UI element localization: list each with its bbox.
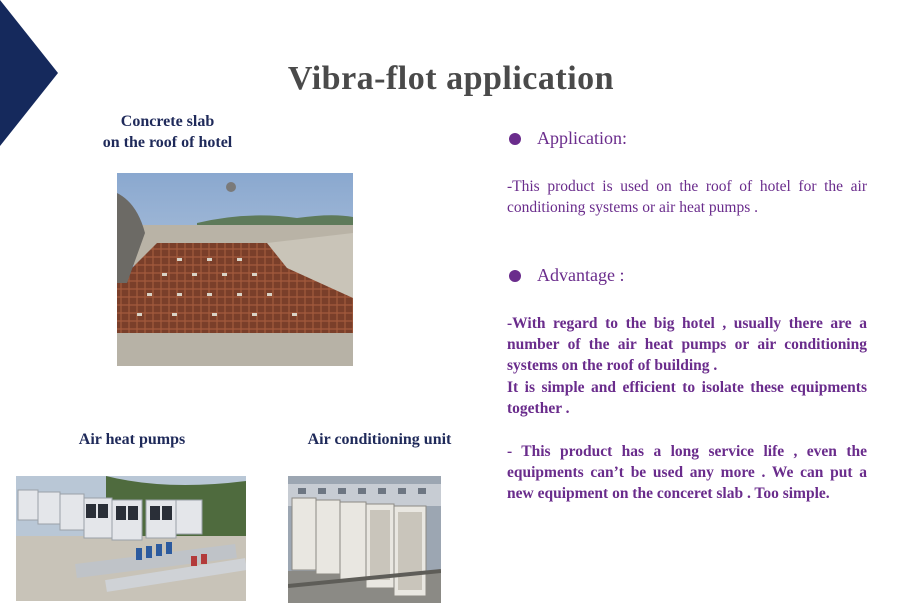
application-heading-text: Application: xyxy=(537,128,627,148)
application-text: -This product is used on the roof of hotel for the air conditioning systems or air heat pumps . xyxy=(507,178,867,217)
concrete-slab-photo xyxy=(117,173,353,366)
slab-caption xyxy=(80,111,255,153)
advantage-text-3: - This product has a long service life , even the equipments can’t be used any more . We can put a new equipment on the conceret slab . Too simple. xyxy=(507,443,867,503)
slide-title: Vibra-flot application xyxy=(287,60,615,97)
bullet-icon xyxy=(509,133,521,145)
advantage-text-1: -With regard to the big hotel , usually there are a number of the air heat pumps or air conditioning systems on the roof of building . xyxy=(507,315,867,375)
heat-pumps-caption: Air heat pumps xyxy=(78,431,186,448)
air-heat-pumps-photo xyxy=(16,476,246,601)
bullet-icon xyxy=(509,270,521,282)
advantage-heading-text: Advantage : xyxy=(537,265,625,285)
advantage-heading xyxy=(509,265,624,286)
application-heading xyxy=(509,128,627,149)
advantage-text-2: It is simple and efficient to isolate these equipments together . xyxy=(507,379,867,418)
ac-unit-caption: Air conditioning unit xyxy=(307,431,452,448)
slab-caption-line2: on the roof of hotel xyxy=(102,134,233,151)
air-conditioning-unit-photo xyxy=(288,476,441,603)
slab-caption-line1: Concrete slab xyxy=(120,113,215,130)
